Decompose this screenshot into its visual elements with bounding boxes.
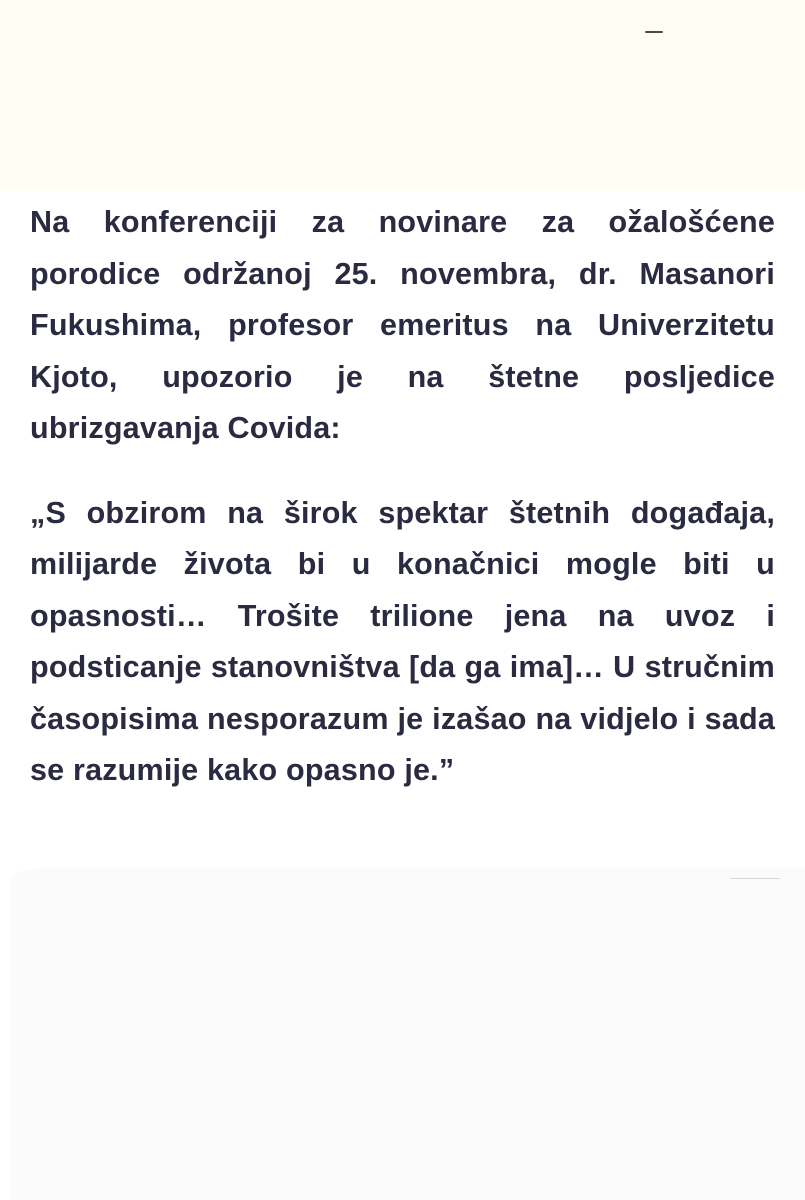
speck-mark	[645, 31, 663, 33]
top-panel	[0, 0, 805, 190]
cutoff-text-line	[30, 0, 730, 4]
bottom-divider	[730, 878, 780, 879]
article-body	[30, 197, 775, 797]
bottom-panel	[10, 868, 805, 1200]
article-paragraph-2-quote: „S obzirom na širok spektar štetnih događaja, milijarde života bi u konačnici mogle biti u opasnosti… Trošite trilione jena na uvoz i podsticanje stanovništva [da ga ima]… U stručnim časopisima nesporazum je izašao na vidjelo i sada se razumije kako opasno je.”	[30, 495, 775, 787]
article-paragraph-1: Na konferenciji za novinare za ožalošćene porodice održanoj 25. novembra, dr. Masanori Fukushima, profesor emeritus na Univerzitetu Kjoto, upozorio je na štetne posljedice ubrizgavanja Covida:	[30, 205, 775, 445]
